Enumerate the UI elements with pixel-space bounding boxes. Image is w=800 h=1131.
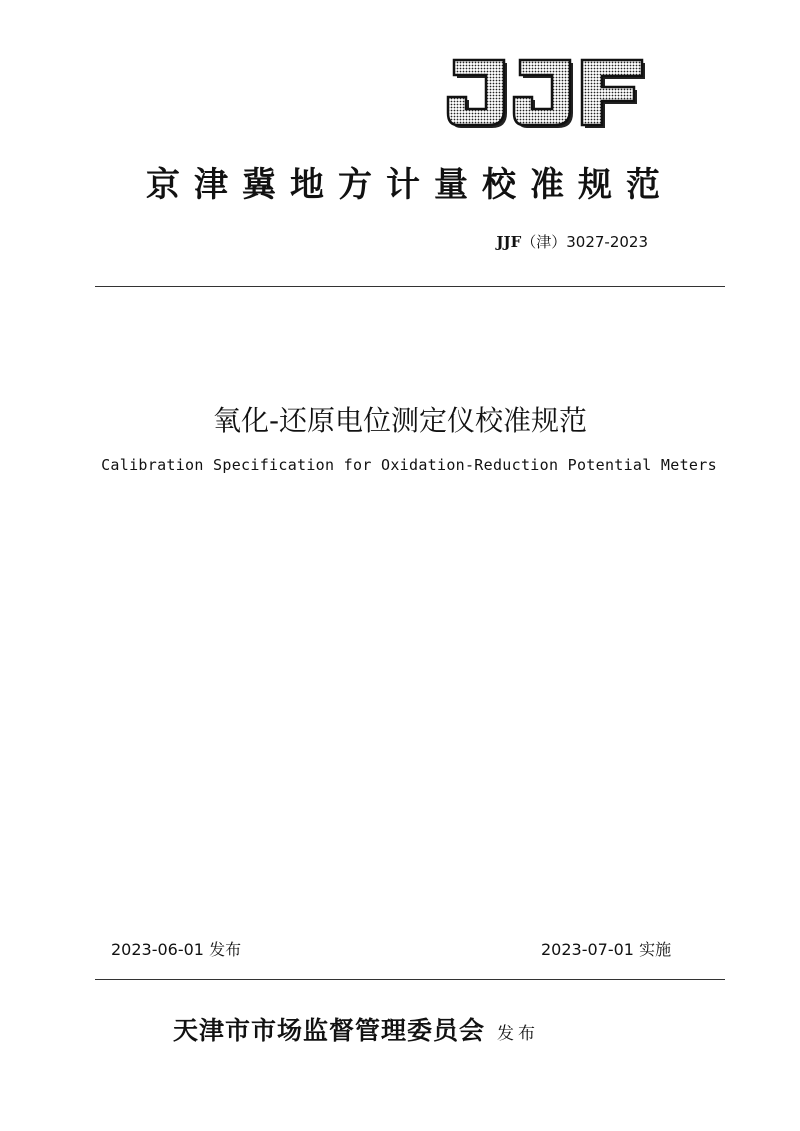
jjf-logo bbox=[444, 55, 649, 131]
document-code-number: （津）3027-2023 bbox=[521, 233, 648, 251]
implementation-date: 2023-07-01 实施 bbox=[541, 940, 672, 959]
logo-letter-j2 bbox=[514, 60, 573, 128]
document-code-prefix: JJF bbox=[496, 233, 522, 251]
chinese-title: 氧化-还原电位测定仪校准规范 bbox=[212, 404, 588, 437]
issuer-suffix: 发布 bbox=[497, 1024, 540, 1044]
logo-letter-f bbox=[582, 60, 645, 128]
english-title: Calibration Specification for Oxidation-Reduction Potential Meters bbox=[101, 456, 717, 474]
document-code bbox=[496, 231, 648, 252]
bottom-divider bbox=[95, 979, 725, 980]
issuer-name: 天津市市场监督管理委员会 bbox=[173, 1016, 486, 1045]
series-title: 京津冀地方计量校准规范 bbox=[146, 165, 674, 205]
issuer-line bbox=[173, 1011, 539, 1047]
top-divider bbox=[95, 286, 725, 287]
logo-letter-j1 bbox=[448, 60, 507, 128]
issue-date: 2023-06-01 发布 bbox=[111, 940, 242, 959]
